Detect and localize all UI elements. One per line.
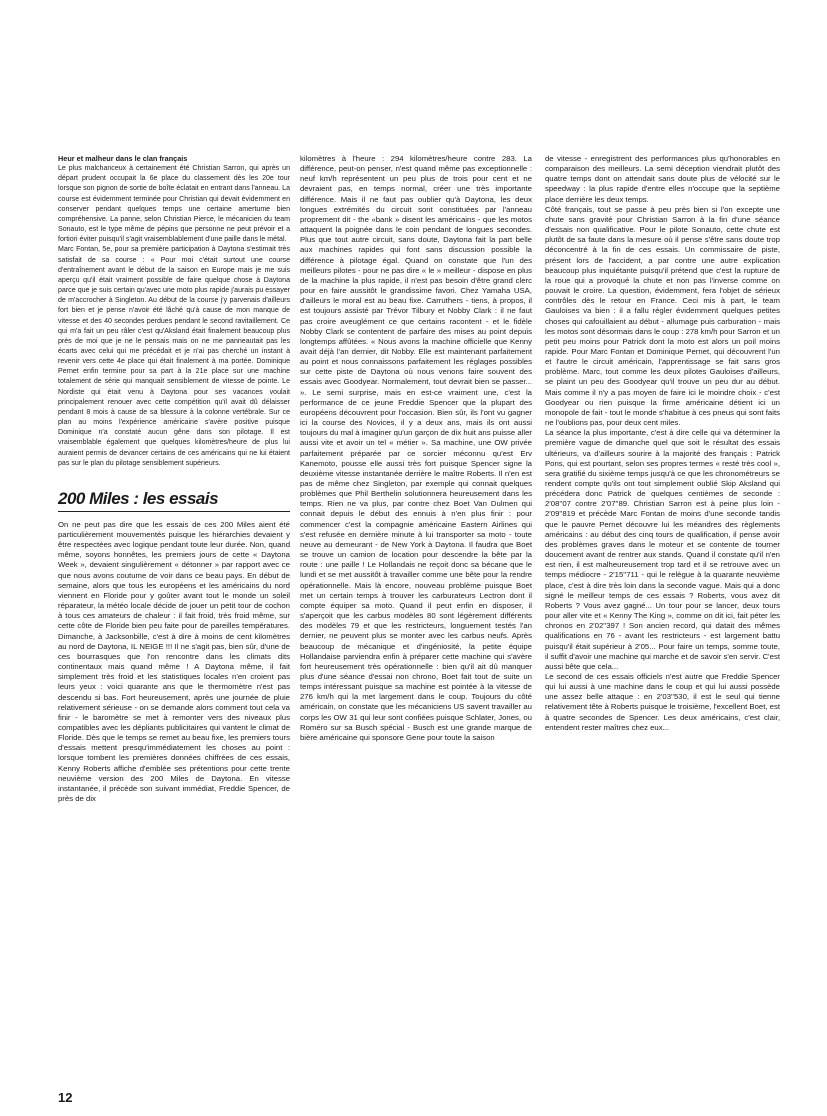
sidebar-box — [58, 154, 290, 469]
section-rule — [58, 511, 290, 512]
article-text-col3: de vitesse - enregistrent des performances plus qu'honorables en comparaison des meilleurs. La semi déception viendrait plutôt des quatre temps dont on attendait sans doute plus de vélocité sur le speedway : la plus rapide d'entre elles n'occupe que la septième place derrière les deux temps. Côté français, tout se passe à peu près bien si l'on excepte une chute sans gravité pour Christian Sarron à la fin d'une séance d'essais non qualificative. Pour le pilote Sonauto, cette chute est plutôt de sa faute dans la mesure où il pense s'être sans doute trop déconcentré à la fin de ces essais. Un commissaire de piste, présent lors de l'accident, a par contre une autre explication beaucoup plus inquiétante puisqu'il prétend que c'est la rupture de la roue qui a provoqué la chute et non pas l'inverse comme on pouvait le croire. La question, évidemment, fera l'objet de sérieux contrôles dès le retour en France. Ceci mis à part, le team Gauloises va bien : il a fallu régler évidemment quelques petites choses qui cafouillaient au début - allumage puis carburation - mais les motos sont désormais dans le coup : 278 km/h pour Sarron et un petit peu moins pour Patrick dont la moto est alors un poil moins rapide. Pour Marc Fontan et Dominique Pernet, qui découvrent l'un et l'autre le circuit américain, l'apprentissage se fait sans gros problème. Marc, tout comme les deux pilotes Gauloises d'ailleurs, se plaint un peu des Goodyear qu'il trouve un peu dur au début. Mais comme il n'y a pas moyen de faire ici le moindre choix - c'est Goodyear ou rien puisque la firme américaine détient ici un monopole de fait - tout le monde s'habitue à ces pneus qui sont faits ne l'oublions pas, pour deux cent miles. La séance la plus importante, c'est à dire celle qui va déterminer la première vague de dimanche quel que soit le résultat des essais ultérieurs, va d'ailleurs sourire à la majorité des français : Patrick Pons, qui est pourtant, selon ses propres termes « resté très cool », sera gratifié du sixième temps jusqu'à ce que les chronométreurs se rendent compte qu'ils ont tout simplement oublié Skip Aksland qui précédera donc Patrick de quelques centièmes de seconde : 2'08''07 contre 2'07''89. Christian Sarron est à peine plus loin - 2'09''819 et précède Marc Fontan de moins d'une seconde tandis que le pauvre Pernet découvre lui les méandres des règlements américains : au début des cinq tours de qualification, il pense avoir des problèmes graves dans le moteur et se contente de tourner doucement avant de rentrer aux stands. Quand il constate qu'il n'en est rien, il est malheureusement trop tard et il se retrouve avec un temps médiocre - 2'15''711 - qui le relègue à la quarante neuvième place, c'est à dire très loin dans la seconde vague. Mais qui a donc signé le meilleur temps de ces essais ? Roberts, vous avez dit Roberts ? Vous avez gagné... Un tour pour se lancer, deux tours pour aller vite et « Kenny The King », comme on dit ici, fait péter les chronos en 2'02''397 ! Son ancien record, qui datait des mêmes qualifications en 76 - avant les restricteurs - est largement battu puisqu'il était supérieur à 2'05... Pour faire un temps, somme toute, il suffit d'avoir une machine qui marche et de savoir s'en servir. C'est aussi bête que cela... Le second de ces essais officiels n'est autre que Freddie Spencer qui lui aussi à une machine dans le coup et qui lui aussi possède une assez belle attaque : en 2'03''530, il est le seul qui tienne relativement tête à Roberts puisque le troisième, l'excellent Boet, est à quatre secondes de Spencer. Les deux américains, c'est clair, entendent rester maîtres chez eux... — [545, 154, 780, 732]
column-3 — [545, 154, 780, 733]
column-2 — [300, 154, 532, 743]
article-text-col2: kilomètres à l'heure : 294 kilomètres/heure contre 283. La différence, peut-on penser, n'est quand même pas exceptionnelle : neuf km/h représentent un peu plus de trois pour cent et ne devraient pas, en temps normal, créer une très importante différence. Mais il ne faut pas oublier qu'à Daytona, les deux longues extrémités du circuit sont constituées par l'anneau proprement dit - the «bank » disent les américains - que les motos attaquent la poignée dans le coin pendant de longues secondes. Plus que tout autre circuit, sans doute, Daytona fait la part belle aux machines rapides qui font sans discussion possible la différence à pilotage égal. Quand on constate que l'un des meilleurs pilotes - pour ne pas dire « le » meilleur - dispose en plus de la machine la plus rapide, il n'est pas besoin d'être grand clerc pour en faire aussitôt le grandissime favori. Chez Yamaha USA, d'ailleurs le moral est au beau fixe. Carruthers - tiens, à propos, il est toujours assisté par Trévor Tilbury et Nobby Clark : il ne faut pas croire aveuglément ce que certains racontent - et le fidèle Nobby Clark se contentent de parfaire des mises au point depuis longtemps affûtées. « Nous avons la machine officielle que Kenny avait déjà l'an dernier, dit Nobby. Elle est maintenant parfaitement au point et nous connaissons parfaitement les réglages possibles sur cette piste de Daytona où nous venons faire souvent des essais avec Goodyear. Normalement, tout devrait bien se passer... ». Le semi surprise, mais en est-ce vraiment une, c'est la performance de ce jeune Freddie Spencer que la plupart des européens découvrent pour l'occasion. Bien sûr, ils l'ont vu gagner ici la course des Novices, il y a deux ans, mais ils ont aussi toujours du mal à imaginer qu'un garçon de dix huit ans puisse aller aussi vite et avoir un tel « métier ». Sa machine, une OW privée parfaitement préparée par ce sorcier méconnu qu'est Erv Kanemoto, pousse elle aussi très fort puisque Spencer signe la deuxième vitesse instantanée derrière le maître Roberts. Il n'en est pas de même chez Singleton, par exemple qui connait quelques problèmes que Phil Berthelin solutionnera heureusement dans les temps. Rien ne va plus, par contre chez Boet Van Dulmen qui connait depuis le début des ennuis à n'en plus finir : pour commencer c'est la compagnie américaine Eastern Airlines qui s'est refusée en dernière minute à lui transporter sa moto - toute neuve au demeurant - de New York à Daytona. Il faudra que Boet se trouve un camion de location pour descendre la bête par la route : une paille ! Le Hollandais ne reçoit donc sa bécane que le lundi et se met aussitôt à travailler comme une bête pour la rendre opérationnelle. Mais là encore, nouveau problème puisque Boet met un certain temps à trouver les carburateurs Lectron dont il compte équiper sa moto. Quand il peut enfin en disposer, il s'aperçoit que les carbus modèles 80 sont légèrement différents des modèles 79 et que les restricteurs, longuement testés l'an dernier, ne peuvent plus se monter avec les carbus neufs. Après beaucoup de mécanique et d'ingéniosité, la petite équipe Hollandaise parviendra enfin à préparer cette machine qui s'avère fort heureusement très opérationnelle : bien qu'il ait dû manquer plus d'une séance d'essai non chrono, Boet fait tout de suite un temps intéressant puisque sa machine est pointée à la vitesse de 276 km/h qui la met largement dans le coup. Toujours du côté américain, on constate que les mécaniciens US savent travailler au corps les OW 31 qui leur sont confiées puisque Schlater, Jones, ou Roméro sur sa Busch spécial - Busch est une grande marque de bière américaine qui sponsore Gene pour toute la saison — [300, 154, 532, 742]
sidebar-title: Heur et malheur dans le clan français — [58, 154, 188, 163]
sidebar-paragraph: Le plus malchanceux à certainement été Christian Sarron, qui après un départ prudent occupait la 6e place du classement dès les 20e tour lorsque son pignon de sortie de boîte éclatait en entrant dans l'anneau. La course est évidemment terminée pour Christian qui devait évidemment en conserver pendant quelques temps une certaine amertume bien compréhensive. La panne, selon Christian Pierce, le mécanicien du team Sonauto, est le type même de pépins que personne ne peut prévoir et a fortiori éviter puisqu'il s'agit vraisemblablement d'une paille dans le métal. — [58, 165, 290, 244]
sidebar-paragraph: Marc Fontan, 5e, pour sa première participation à Daytona s'estimait très satisfait de sa course : « Pour moi c'était surtout une course d'entraînement avant le début de la saison en Europe mais je me suis aperçu qu'il était vraiment possible de faire quelque chose à Daytona parce que je suis certain qu'avec une moto plus rapide j'aurais pu essayer de m'accrocher à Singleton. Au début de la course j'y parvenais d'ailleurs fort bien et je pense n'avoir été lâché qu'à cause de mon manque de vitesse et des 40 secondes perdues pendant le second ravitaillement. Ce qui m'a fait un peu râler c'est qu'Aksland était finalement beaucoup plus près de moi que je ne le pensais mais on ne me panneautait pas les écarts avec celui qui me précédait et je n'ai pas cherché un instant à revenir vers cette 4e place qui était finalement à ma portée. Dominique Pernet enfin termine pour sa part à la 21e place sur une machine totalement de série qui manquait sensiblement de vitesse de pointe. Le Nordiste qui était venu à Daytona pour ses vacances voulait principalement renouer avec cette compétition qu'il avait dû délaisser pendant 8 mois à cause de sa blessure à la colonne vertébrale. Sur ce plan au moins l'expérience américaine s'avère positive puisque Dominique n'a constaté aucun gêne dans son pilotage. Il est vraisemblable également que quelques kilomètres/heure de plus lui auraient permis de devancer certains de ces américains qui ne lui étaient pas sur le plan du pilotage sensiblement supérieurs. — [58, 246, 290, 467]
section-title: 200 Miles : les essais — [58, 488, 219, 508]
page-number: 12 — [58, 1090, 73, 1105]
column-1 — [58, 154, 290, 804]
article-text-col1: On ne peut pas dire que les essais de ces 200 Miles aient été particulièrement mouvementés puisque les hiérarchies devaient y être respectées avec logique pendant toute leur durée. Non, quand même, soyons honnêtes, les premiers jours de cette « Daytona Week », devaient singulièrement « détonner » par rapport avec ce que nous avons coutume de voir dans ce beau pays. En début de semaine, alors que tous les européens et les américains du nord viennent en Floride pour y goûter avant tout le monde un soleil réparateur, la météo locale décide de jouer un petit tour de cochon à tous ces amateurs de chaleur : il fait froid, très froid même, sur cette côte de Floride bien peu faite pour de pareilles températures. Dimanche, à Jacksonbille, c'est à dire à moins de cent kilomètres au nord de Daytona, IL NEIGE !!! Il ne s'agit pas, bien sûr, d'une de ces bourrasques que l'on rencontre dans les climats dits continentaux mais quand même ! A Daytona même, il fait simplement très froid et les statistiques locales n'en croient pas leurs yeux : voici quarante ans que le thermomètre n'est pas descendu si bas. Fort heureusement, après une journée de pluie relativement sérieuse - on se demande alors comment tout cela va finir - le baromètre se met à remonter vers des niveaux plus compatibles avec les dépliants publicitaires qui vantent le climat de Floride. Dès que le temps se remet au beau fixe, les premiers tours d'essais mettent presqu'immédiatement les choses au point : lorsque tombent les premières données chiffrées de ces essais, Kenny Roberts affiche d'emblée ses prétentions pour cette trente neuvième version des 200 Miles de Daytona. En vitesse instantanée, il précède son suivant immédiat, Freddie Spencer, de près de dix — [58, 519, 290, 804]
